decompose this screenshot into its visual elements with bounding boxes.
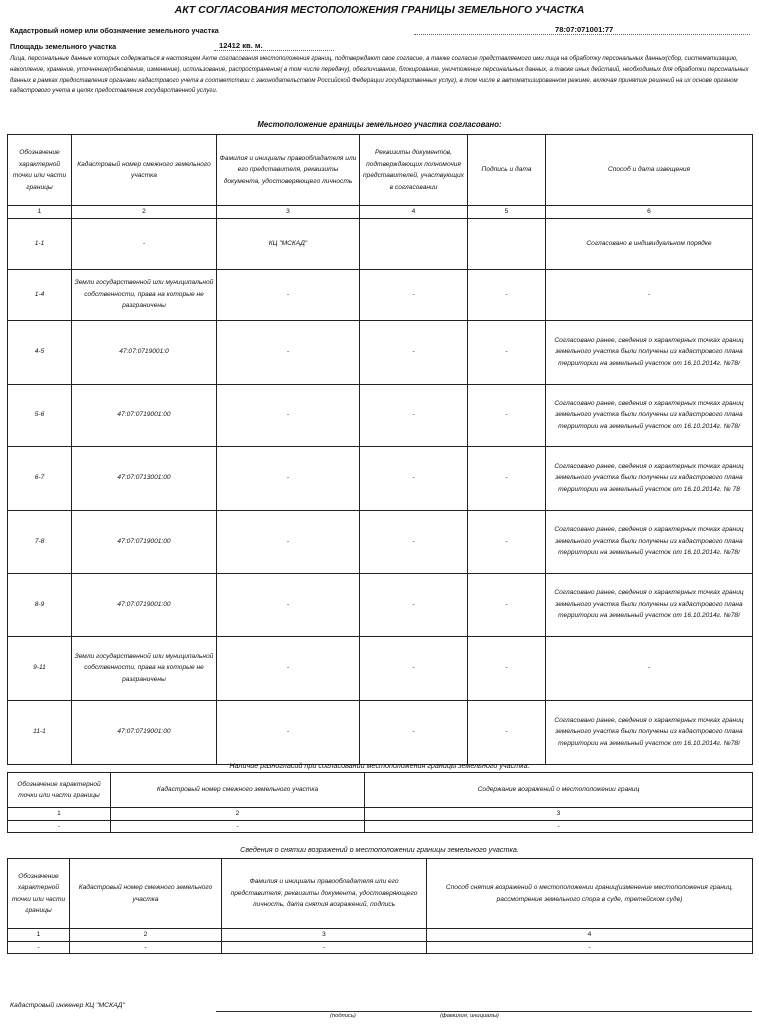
- signature-cell: -: [468, 700, 546, 764]
- header-point: Обозначение характерной точки или части границы: [8, 859, 70, 929]
- notice-cell: Согласовано ранее, сведения о характерных точках границ земельного участка были получены из кадастрового плана территории на земельный участок от 16.10.2014г. №78/: [546, 573, 753, 636]
- header-cadastral: Кадастровый номер смежного земельного участка: [72, 135, 217, 206]
- owner-cell: -: [217, 384, 360, 446]
- disputes-number-row: [8, 808, 753, 821]
- table-row: [8, 320, 753, 384]
- table-row: [8, 446, 753, 510]
- col-number: 1: [8, 929, 70, 942]
- owner-cell: -: [217, 636, 360, 700]
- documents-cell: -: [360, 446, 468, 510]
- notice-cell: Согласовано ранее, сведения о характерных точках границ земельного участка были получены из кадастрового плана территории на земельный участок от 16.10.2014г. №78/: [546, 510, 753, 573]
- header-owner: Фамилия и инициалы правообладателя или его представителя, реквизиты документа, удостоверяющего личность, дата снятия возражений, подпись: [222, 859, 427, 929]
- objection-removal-table: [7, 858, 753, 954]
- col-number: 2: [70, 929, 222, 942]
- col-number: 4: [427, 929, 753, 942]
- col-number: 2: [72, 206, 217, 219]
- point-cell: -: [8, 820, 111, 833]
- cadastral-cell: 47:07:0719001:0: [72, 320, 217, 384]
- removal-title: Сведения о снятии возражений о местоположении границы земельного участка.: [240, 845, 519, 854]
- personal-data-consent: Лица, персональные данные которых содержаться в настоящем Акте согласования местоположения границ, подтверждают свое согласие, а также согласие представляемого ими лица на обработку персональных данных(сбор, систематизацию, накопление, хранение, уточнение(обновление, изменение), использование, распространение( в том числе передачу), обезличивание, блокирование, уничтожение персональных данных, а также иных действий, необходимых для обработки персональных данных в рамках предоставления органами кадастрового учета в соответствии с законодательством Российской Федерации государственных услуг), в том числе в автоматизированном режиме, включая принятие решений на их основе органом кадастрового учета в целях предоставления государственной услуги.: [10, 55, 749, 95]
- header-point: Обозначение характерной точки или части границы: [8, 135, 72, 206]
- cadastral-cell: Земли государственной или муниципальной собственности, права на которые не разграничены: [72, 269, 217, 320]
- owner-cell: КЦ "МСКАД": [217, 218, 360, 269]
- signature-cell: -: [468, 573, 546, 636]
- document-title: АКТ СОГЛАСОВАНИЯ МЕСТОПОЛОЖЕНИЯ ГРАНИЦЫ ЗЕМЕЛЬНОГО УЧАСТКА: [174, 4, 585, 16]
- documents-cell: -: [360, 700, 468, 764]
- owner-cell: -: [222, 941, 427, 954]
- cadastral-cell: 47:07:0719001:00: [72, 700, 217, 764]
- col-number: 4: [360, 206, 468, 219]
- table-row: [8, 700, 753, 764]
- col-number: 3: [365, 808, 753, 821]
- point-cell: 1-1: [8, 218, 72, 269]
- table-row: [8, 510, 753, 573]
- point-cell: 9-11: [8, 636, 72, 700]
- area-underline: [214, 50, 334, 51]
- col-number: 1: [8, 808, 111, 821]
- signature-cell: -: [468, 510, 546, 573]
- documents-cell: -: [360, 573, 468, 636]
- col-number: 1: [8, 206, 72, 219]
- owner-cell: -: [217, 510, 360, 573]
- table-row: [8, 384, 753, 446]
- table-row: [8, 636, 753, 700]
- owner-cell: -: [217, 700, 360, 764]
- col-number: 2: [111, 808, 365, 821]
- cadastral-cell: -: [70, 941, 222, 954]
- header-owner: Фамилия и инициалы правообладателя или его представителя, реквизиты документа, удостоверяющего личность: [217, 135, 360, 206]
- point-cell: 1-4: [8, 269, 72, 320]
- cadastral-cell: 47:07:0719001:00: [72, 510, 217, 573]
- notice-cell: -: [546, 636, 753, 700]
- main-header-row: [8, 135, 753, 206]
- header-removal-method: Способ снятия возражений о местоположении границ(изменение местоположения границ, рассмотрение земельного спора в суде, третейском суде): [427, 859, 753, 929]
- owner-cell: -: [217, 269, 360, 320]
- documents-cell: -: [360, 510, 468, 573]
- notice-cell: Согласовано ранее, сведения о характерных точках границ земельного участка были получены из кадастрового плана территории на земельный участок от 16.10.2014г. № 78: [546, 446, 753, 510]
- header-notice: Способ и дата извещения: [546, 135, 753, 206]
- table-row: [8, 269, 753, 320]
- signature-cell: -: [468, 320, 546, 384]
- documents-cell: [360, 218, 468, 269]
- notice-cell: Согласовано ранее, сведения о характерных точках границ земельного участка были получены из кадастрового плана территории на земельный участок от 16.10.2014г. №78/: [546, 320, 753, 384]
- disputes-title: Наличие разногласий при согласовании местоположения границы земельного участка.: [229, 761, 530, 770]
- point-cell: -: [8, 941, 70, 954]
- point-cell: 7-8: [8, 510, 72, 573]
- table-row: [8, 820, 753, 833]
- signature-cell: -: [468, 636, 546, 700]
- notice-cell: -: [546, 269, 753, 320]
- area-value: 12412 кв. м.: [219, 41, 263, 50]
- cadastral-underline: [414, 34, 750, 35]
- notice-cell: Согласовано ранее, сведения о характерных точках границ земельного участка были получены из кадастрового плана территории на земельный участок от 16.10.2014г. №78/: [546, 700, 753, 764]
- table-row: [8, 573, 753, 636]
- removal-number-row: [8, 929, 753, 942]
- signature-line: [216, 1011, 752, 1012]
- main-number-row: [8, 206, 753, 219]
- documents-cell: -: [360, 269, 468, 320]
- col-number: 5: [468, 206, 546, 219]
- header-objections: Содержание возражений о местоположении границ: [365, 773, 753, 808]
- table-row: [8, 218, 753, 269]
- engineer-label: Кадастровый инженер КЦ "МСКАД": [10, 1002, 125, 1009]
- point-cell: 4-5: [8, 320, 72, 384]
- point-cell: 8-9: [8, 573, 72, 636]
- header-cadastral: Кадастровый номер смежного земельного участка: [70, 859, 222, 929]
- cadastral-cell: -: [111, 820, 365, 833]
- header-signature: Подпись и дата: [468, 135, 546, 206]
- cadastral-label: Кадастровый номер или обозначение земельного участка: [10, 26, 219, 35]
- notice-cell: Согласовано в индивидуальном порядке: [546, 218, 753, 269]
- cadastral-cell: Земли государственной или муниципальной собственности, права на которые не разграничены: [72, 636, 217, 700]
- cadastral-cell: -: [72, 218, 217, 269]
- area-label: Площадь земельного участка: [10, 42, 117, 51]
- point-cell: 5-6: [8, 384, 72, 446]
- cadastral-cell: 47:07:0719001:00: [72, 573, 217, 636]
- agreed-title: Местоположение границы земельного участка согласовано:: [257, 120, 502, 129]
- table-row: [8, 941, 753, 954]
- col-number: 3: [222, 929, 427, 942]
- name-caption: (фамилия, инициалы): [440, 1013, 499, 1019]
- sign-caption: (подпись): [330, 1013, 356, 1019]
- owner-cell: -: [217, 573, 360, 636]
- documents-cell: -: [360, 320, 468, 384]
- objections-cell: -: [365, 820, 753, 833]
- documents-cell: -: [360, 384, 468, 446]
- cadastral-cell: 47:07:0719001:00: [72, 384, 217, 446]
- removal-header-row: [8, 859, 753, 929]
- owner-cell: -: [217, 446, 360, 510]
- documents-cell: -: [360, 636, 468, 700]
- signature-cell: -: [468, 269, 546, 320]
- header-documents: Реквизиты документов, подтверждающих полномочия представителей, участвующих в согласовании: [360, 135, 468, 206]
- col-number: 6: [546, 206, 753, 219]
- signature-cell: [468, 218, 546, 269]
- point-cell: 11-1: [8, 700, 72, 764]
- point-cell: 6-7: [8, 446, 72, 510]
- disputes-header-row: [8, 773, 753, 808]
- header-cadastral: Кадастровый номер смежного земельного участка: [111, 773, 365, 808]
- cadastral-cell: 47:07:0713001:00: [72, 446, 217, 510]
- notice-cell: Согласовано ранее, сведения о характерных точках границ земельного участка были получены из кадастрового плана территории на земельный участок от 16.10.2014г. №78/: [546, 384, 753, 446]
- owner-cell: -: [217, 320, 360, 384]
- disputes-table: [7, 772, 753, 833]
- boundary-agreement-table: [7, 134, 753, 765]
- cadastral-value: 78:07:071001:77: [555, 25, 614, 34]
- removal-method-cell: -: [427, 941, 753, 954]
- col-number: 3: [217, 206, 360, 219]
- signature-cell: -: [468, 446, 546, 510]
- signature-cell: -: [468, 384, 546, 446]
- header-point: Обозначение характерной точки или части границы: [8, 773, 111, 808]
